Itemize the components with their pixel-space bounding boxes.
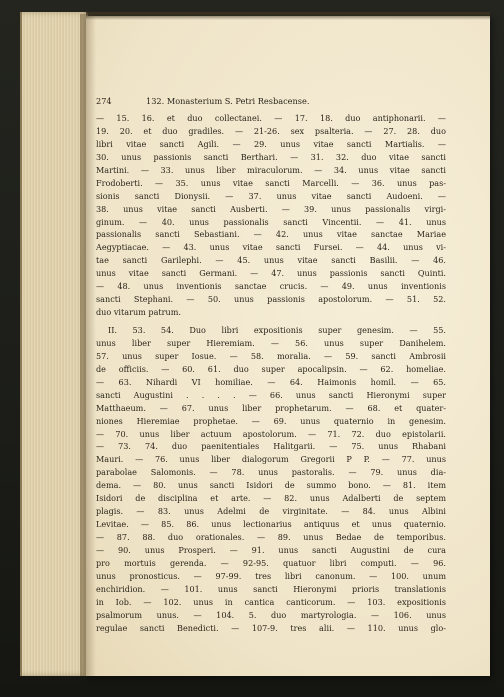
text-line: sionis sancti Dionysii. — 37. unus vitae sancti Audoeni. — — [96, 190, 446, 201]
paragraph-2 — [96, 324, 446, 635]
text-line: 30. unus passionis sancti Berthari. — 31. 32. duo vitae sancti — [96, 151, 446, 162]
paragraph-1 — [96, 112, 446, 319]
top-edge-shadow — [86, 12, 490, 20]
text-line: II. 53. 54. Duo libri expositionis super genesim. — 55. — [108, 325, 446, 335]
text-line: Frodoberti. — 35. unus vitae sancti Marcelli. — 36. unus pas- — [96, 177, 446, 188]
text-line: enchiridion. — 101. unus sancti Hieronymi prioris translationis — [96, 583, 446, 594]
running-title: 132. Monasterium S. Petri Resbacense. — [146, 96, 310, 106]
text-line: Levitae. — 85. 86. unus lectionarius antiquus et unus quaternio. — [96, 519, 446, 530]
text-line: Isidori de disciplina et arte. — 82. unus Adalberti de septem — [96, 493, 446, 504]
text-line: Mauri. — 76. unus liber dialogorum Gregorii P P. — 77. unus — [96, 454, 446, 465]
text-line: de officiis. — 60. 61. duo super apocalipsin. — 62. homeliae. — [96, 363, 446, 374]
text-line: — 87. 88. duo orationales. — 89. unus Bedae de temporibus. — [96, 532, 446, 542]
text-line: — 15. 16. et duo collectanei. — 17. 18. duo antiphonarii. — — [96, 113, 446, 123]
text-line: psalmorum unus. — 104. 5. duo martyrologia. — 106. unus — [96, 609, 446, 620]
text-line: Aegyptiacae. — 43. unus vitae sancti Fursei. — 44. unus vi- — [96, 242, 446, 253]
text-line: — 48. unus inventionis sanctae crucis. — 49. unus inventionis — [96, 281, 446, 292]
text-line: plagis. — 83. unus Adelmi de virginitate. — 84. unus Albini — [96, 506, 446, 517]
text-line: duo vitarum patrum. — [96, 307, 181, 318]
book-page-edges — [20, 12, 88, 676]
text-line: Matthaeum. — 67. unus liber prophetarum. — 68. et quater- — [96, 402, 446, 413]
text-line: parabolae Salomonis. — 78. unus pastoralis. — 79. unus dia- — [96, 467, 446, 478]
text-line: tae sancti Garilephi. — 45. unus vitae sancti Basilii. — 46. — [96, 255, 446, 266]
text-line: — 70. unus liber actuum apostolorum. — 71. 72. duo epistolarii. — [96, 428, 446, 439]
text-line: 57. unus super Iosue. — 58. moralia. — 59. sancti Ambrosii — [96, 350, 446, 361]
spine-shadow — [80, 14, 96, 676]
text-line: passionalis sancti Sebastiani. — 42. unus vitae sanctae Mariae — [96, 229, 446, 240]
text-line: 19. 20. et duo gradiles. — 21-26. sex psalteria. — 27. 28. duo — [96, 125, 446, 136]
text-line: libri vitae sancti Agili. — 29. unus vitae sancti Martialis. — — [96, 138, 446, 149]
text-line: — 90. unus Prosperi. — 91. unus sancti Augustini de cura — [96, 544, 446, 555]
text-line: Martini. — 33. unus liber miraculorum. — 34. unus vitae sancti — [96, 164, 446, 175]
text-line: unus vitae sancti Germani. — 47. unus passionis sancti Quinti. — [96, 268, 446, 279]
text-line: sancti Augustini . . . . — 66. unus sancti Hieronymi super — [96, 389, 446, 400]
text-line: — 73. 74. duo paenitentiales Halitgarii. — 75. unus Rhabani — [96, 441, 446, 452]
text-line: in Iob. — 102. unus in cantica canticorum. — 103. expositionis — [96, 596, 446, 607]
text-line: regulae sancti Benedicti. — 107-9. tres alii. — 110. unus glo- — [96, 622, 446, 633]
text-line: niones Hieremiae prophetae. — 69. unus quaternio in genesim. — [96, 415, 446, 426]
text-line: unus liber super Hieremiam. — 56. unus super Danihelem. — [96, 337, 446, 348]
text-line: dema. — 80. unus sancti Isidori de summo bono. — 81. item — [96, 480, 446, 491]
page-number: 274 — [96, 96, 112, 106]
page-body — [96, 112, 446, 635]
text-line: pro mortuis gerenda. — 92-95. quatuor libri computi. — 96. — [96, 557, 446, 568]
text-line: — 63. Nihardi VI homiliae. — 64. Haimonis homil. — 65. — [96, 376, 446, 387]
text-line: sancti Stephani. — 50. unus passionis apostolorum. — 51. 52. — [96, 294, 446, 305]
text-line: 38. unus vitae sancti Ausberti. — 39. unus passionalis virgi- — [96, 203, 446, 214]
text-line: ginum. — 40. unus passionalis sancti Vincentii. — 41. unus — [96, 216, 446, 227]
text-line: unus pronosticus. — 97-99. tres libri canonum. — 100. unum — [96, 570, 446, 581]
